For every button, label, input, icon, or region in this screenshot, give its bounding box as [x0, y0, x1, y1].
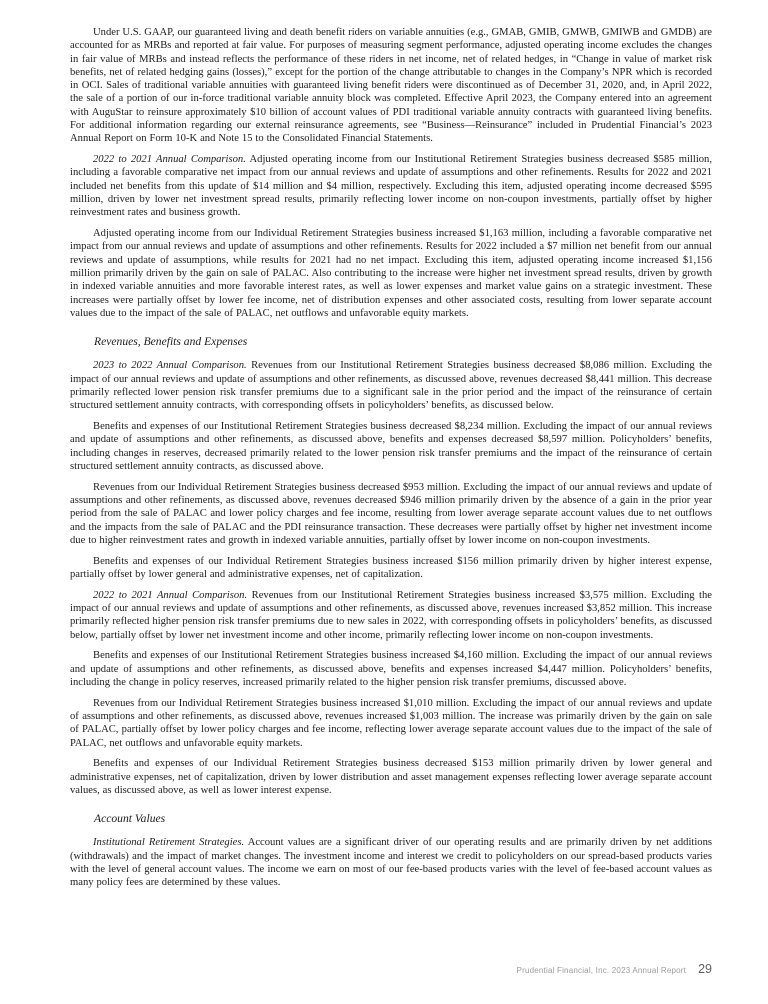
paragraph-text: Benefits and expenses of our Institutional Retirement Strategies business decreased $8,234 million. Excluding the impact of our annual reviews and update of assumptions and other refinements, as discussed above, benefits and expenses decreased $8,597 million. Policyholders’ benefits, including changes in reserves, decreased primarily related to the lower pension risk transfer premiums and the impact of the reinsurance of certain structured settlement annuity contracts, as discussed above.	[70, 420, 712, 472]
paragraph-text: Benefits and expenses of our Individual Retirement Strategies business increased $156 million primarily driven by higher interest expense, partially offset by lower general and administrative expenses, net of capitalization.	[70, 555, 712, 580]
paragraph-text: Under U.S. GAAP, our guaranteed living and death benefit riders on variable annuities (e.g., GMAB, GMIB, GMWB, GMIWB and GMDB) are accounted for as MRBs and reported at fair value. For purposes of measuring segment performance, adjusted operating income excludes the changes in fair value of MRBs and instead reflects the performance of these riders in net income, net of related hedges, in “Change in value of market risk benefits, net of related hedging gains (losses),” except for the portion of the change attributable to changes in the Company’s NPR which is recorded in OCI. Sales of traditional variable annuities with guaranteed living benefit riders were discontinued as of December 31, 2020, and, in April 2022, the sale of a portion of our in-force traditional variable annuity block was completed. Effective April 2023, the Company entered into an agreement with AuguStar to reinsure approximately $10 billion of account values of PDI traditional variable annuity contracts with guaranteed living benefits. For additional information regarding our external reinsurance agreements, see “Business—Reinsurance” included in Prudential Financial’s 2023 Annual Report on Form 10-K and Note 15 to the Consolidated Financial Statements.	[70, 27, 712, 145]
paragraph-text: Account values are a significant driver of our operating results and are primarily driven by net additions (withdrawals) and the impact of market changes. The investment income and interest we credit to policyholders on our spread-based products varies with the level of general account values. The income we earn on most of our fee-based products varies with the level of fee-based account values as many policy fees are determined by these values.	[70, 837, 712, 889]
paragraph	[70, 649, 712, 689]
paragraph	[70, 481, 712, 547]
paragraph	[70, 589, 712, 642]
paragraph	[70, 420, 712, 473]
paragraph	[70, 227, 712, 320]
paragraph-lead: 2023 to 2022 Annual Comparison.	[93, 360, 247, 372]
paragraph-text: Benefits and expenses of our Individual Retirement Strategies business decreased $153 million primarily driven by lower general and administrative expenses, net of capitalization, driven by lower distribution and asset management expenses reflecting lower average separate account values, as discussed above, as well as lower interest expense.	[70, 758, 712, 797]
paragraph-text: Revenues from our Individual Retirement Strategies business decreased $953 million. Excluding the impact of our annual reviews and update of assumptions and other refinements, as discussed above, revenues decreased $946 million primarily driven by the absence of a gain in the prior year period from the sale of PALAC and lower policy charges and fee income, resulting from lower average separate account values due to net outflows and the impacts from the sale of PALAC and the PDI reinsurance transaction. These decreases were partially offset by higher net investment income due to higher reinvestment rates and growth in indexed variable annuities, partially offset by lower income on non-coupon investments.	[70, 481, 712, 546]
page-footer	[517, 962, 712, 976]
paragraph-lead: 2022 to 2021 Annual Comparison.	[93, 589, 248, 601]
paragraph	[70, 359, 712, 412]
footer-report-label: Prudential Financial, Inc. 2023 Annual Report	[516, 966, 687, 975]
paragraph-text: Revenues from our Institutional Retirement Strategies business increased $3,575 million. Excluding the impact of our annual reviews and update of assumptions and other refinements, as discussed above, revenues increased $3,852 million. This increase primarily reflected higher pension risk transfer premiums due to new sales in 2022, with corresponding offsets in policyholders’ benefits, as discussed below, partially offset by lower net investment income and other income, primarily reflecting lower income on non-coupon investments.	[70, 589, 712, 641]
paragraph-text: Revenues from our Individual Retirement Strategies business increased $1,010 million. Excluding the impact of our annual reviews and update of assumptions and other refinements, as discussed above, revenues increased $1,003 million. The increase was primarily driven by the gain on sale of PALAC, partially offset by lower policy charges and fee income, reflecting lower average separate account values due to the impact of the sale of PALAC, net outflows and unfavorable equity markets.	[70, 697, 712, 749]
paragraph-text: Adjusted operating income from our Individual Retirement Strategies business increased $1,163 million, including a favorable comparative net impact from our annual reviews and update of assumptions and other refinements. Results for 2022 included a $7 million net benefit from our annual reviews and update of assumptions, while results for 2021 had no net impact. Excluding this item, adjusted operating income increased $1,156 million primarily driven by the gain on sale of PALAC. Also contributing to the increase were higher net investment spread results, driven by growth in indexed variable annuities and more favorable interest rates, as well as lower expenses and market value gains on a strategic investment. These increases were partially offset by lower fee income, net of distribution expenses and other associated costs, resulting from lower separate account values due to the impact of the sale of PALAC, net outflows and unfavorable equity markets.	[70, 228, 712, 319]
paragraph	[70, 153, 712, 219]
paragraph	[70, 836, 712, 889]
paragraph-text: Adjusted operating income from our Institutional Retirement Strategies business decreased $585 million, including a favorable comparative net impact from our annual reviews and update of assumptions and other refinements. Results for 2022 and 2021 included net benefits from this update of $14 million and $4 million, respectively. Excluding this item, adjusted operating income decreased $595 million, driven by lower net investment spread results, primarily reflecting lower income on non-coupon investments, partially offset by higher reinvestment rates and business growth.	[70, 154, 713, 219]
section-heading-revenues-benefits-expenses: Revenues, Benefits and Expenses	[94, 335, 248, 349]
paragraph	[70, 26, 712, 146]
section-heading-account-values: Account Values	[94, 812, 166, 826]
paragraph-text: Benefits and expenses of our Institutional Retirement Strategies business increased $4,160 million. Excluding the impact of our annual reviews and update of assumptions and other refinements, as discussed above, benefits and expenses increased $4,447 million. Policyholders’ benefits, including the change in policy reserves, increased primarily related to the higher pension risk transfer premiums, discussed above.	[70, 650, 712, 688]
paragraph	[70, 555, 712, 582]
body-text-column	[70, 26, 712, 897]
paragraph-lead: 2022 to 2021 Annual Comparison.	[93, 154, 246, 166]
footer-page-number: 29	[698, 962, 712, 976]
paragraph	[70, 697, 712, 750]
paragraph-lead: Institutional Retirement Strategies.	[93, 837, 245, 849]
paragraph-text: Revenues from our Institutional Retirement Strategies business decreased $8,086 million. Excluding the impact of our annual reviews and update of assumptions and other refinements, as discussed above, revenues decreased $8,441 million. This decrease primarily reflected lower pension risk transfer premiums due to a significant sale in the prior period and the impact of the reinsurance of certain structured settlement annuity contracts, with corresponding offsets in policyholders’ benefits, as discussed below.	[70, 360, 713, 412]
paragraph	[70, 757, 712, 797]
